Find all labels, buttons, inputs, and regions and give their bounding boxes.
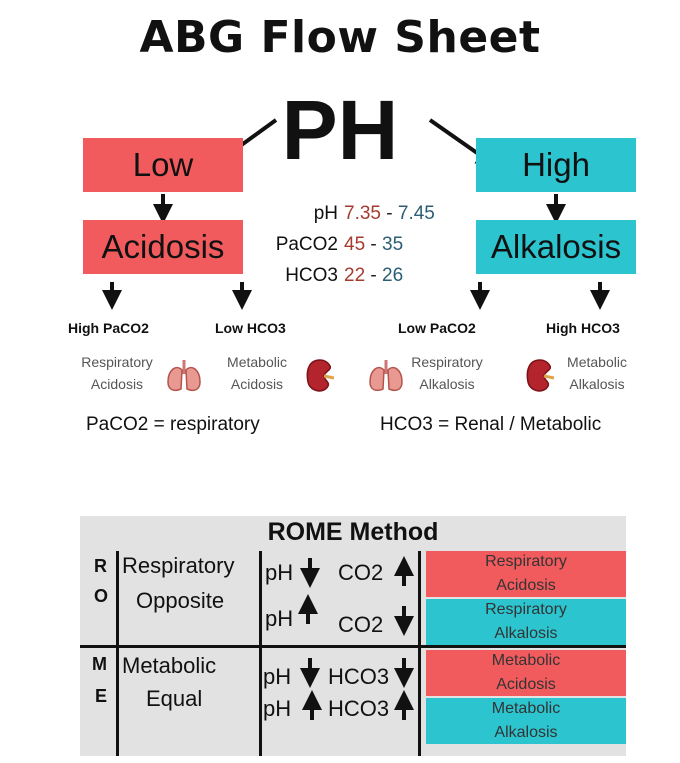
result-line: Acidosis xyxy=(496,676,556,693)
rome-letter: E xyxy=(95,686,108,706)
range-high: 35 xyxy=(382,234,404,255)
gas-text: CO2 xyxy=(338,612,384,637)
rome-letter: R xyxy=(94,556,107,576)
opposite-label: Opposite xyxy=(136,588,225,613)
down-arrows-causes xyxy=(0,280,680,316)
normal-ranges xyxy=(252,198,462,291)
result-line: Alkalosis xyxy=(494,625,558,642)
range-row: PaCO2 45 - 35 xyxy=(252,229,462,260)
ph-heading: PH xyxy=(281,83,399,177)
arrow-down-icon xyxy=(300,556,320,590)
formula-right: HCO3 = Renal / Metabolic xyxy=(380,414,602,435)
range-label: HCO3 xyxy=(285,265,338,286)
cause-detail-line: Alkalosis xyxy=(569,376,625,392)
result-cell xyxy=(426,551,626,597)
low-box xyxy=(83,138,243,192)
result-cell xyxy=(426,599,626,645)
ph-text: pH xyxy=(263,664,292,689)
arrow-down-icon xyxy=(394,656,414,690)
result-cell xyxy=(426,698,626,744)
cause-detail-line: Alkalosis xyxy=(419,376,475,392)
alkalosis-box xyxy=(476,220,636,274)
cause-detail xyxy=(70,351,164,395)
arrow-up-icon xyxy=(394,690,414,724)
result-line: Acidosis xyxy=(496,577,556,594)
ph-text: pH xyxy=(265,606,294,631)
cause-detail-line: Metabolic xyxy=(567,354,627,370)
result-line: Alkalosis xyxy=(494,724,558,741)
cause-label: Low HCO3 xyxy=(215,320,286,336)
ph-text: pH xyxy=(265,560,294,585)
kidney-icon xyxy=(302,356,338,396)
table-divider xyxy=(259,551,262,756)
page-title: ABG Flow Sheet xyxy=(139,12,541,63)
table-divider xyxy=(80,645,626,648)
rome-letter: O xyxy=(94,586,109,606)
table-divider xyxy=(116,551,119,756)
high-label: High xyxy=(522,146,590,183)
acidosis-box xyxy=(83,220,243,274)
cause-detail-line: Respiratory xyxy=(411,354,483,370)
cause-detail-line: Acidosis xyxy=(230,376,284,392)
gas-text: HCO3 xyxy=(328,696,390,721)
cause-detail xyxy=(214,351,300,395)
range-low: 45 xyxy=(344,234,366,255)
range-row: pH 7.35 - 7.45 xyxy=(252,198,462,229)
alkalosis-label: Alkalosis xyxy=(490,228,622,265)
cause-detail-line: Acidosis xyxy=(90,376,144,392)
result-line: Respiratory xyxy=(485,553,567,570)
cause-detail-line: Metabolic xyxy=(227,354,287,370)
arrow-up-icon xyxy=(302,690,322,724)
acidosis-label: Acidosis xyxy=(101,228,225,265)
equal-label: Equal xyxy=(146,686,203,711)
low-label: Low xyxy=(132,146,194,183)
result-cell xyxy=(426,650,626,696)
range-label: PaCO2 xyxy=(275,234,338,255)
cause-detail xyxy=(400,351,494,395)
kidney-icon xyxy=(522,356,558,396)
rome-title: ROME Method xyxy=(267,518,439,546)
rome-letter: M xyxy=(92,654,107,674)
gas-text: HCO3 xyxy=(328,664,390,689)
cause-detail-line: Respiratory xyxy=(81,354,153,370)
ph-text: pH xyxy=(263,696,292,721)
formula-left: PaCO2 = respiratory xyxy=(86,414,260,435)
result-line: Metabolic xyxy=(491,700,561,717)
arrow-up-icon xyxy=(298,594,318,628)
cause-label: Low PaCO2 xyxy=(398,320,476,336)
arrow-up-icon xyxy=(394,556,414,590)
high-box xyxy=(476,138,636,192)
arrow-down-icon xyxy=(394,604,414,638)
gas-text: CO2 xyxy=(338,560,384,585)
cause-detail xyxy=(554,351,640,395)
cause-label: High HCO3 xyxy=(546,320,620,336)
result-line: Respiratory xyxy=(485,601,567,618)
range-high: 26 xyxy=(382,265,404,286)
cause-label: High PaCO2 xyxy=(68,320,149,336)
result-line: Metabolic xyxy=(491,652,561,669)
table-divider xyxy=(418,551,421,756)
range-row: HCO3 22 - 26 xyxy=(252,260,462,291)
respiratory-label: Respiratory xyxy=(122,553,235,578)
range-low: 22 xyxy=(344,265,366,286)
range-low: 7.35 xyxy=(344,203,381,224)
arrow-down-icon xyxy=(300,656,320,690)
lungs-icon xyxy=(164,356,204,396)
metabolic-label: Metabolic xyxy=(122,653,217,678)
range-label: pH xyxy=(313,203,338,224)
lungs-icon xyxy=(366,356,406,396)
range-high: 7.45 xyxy=(397,203,435,224)
